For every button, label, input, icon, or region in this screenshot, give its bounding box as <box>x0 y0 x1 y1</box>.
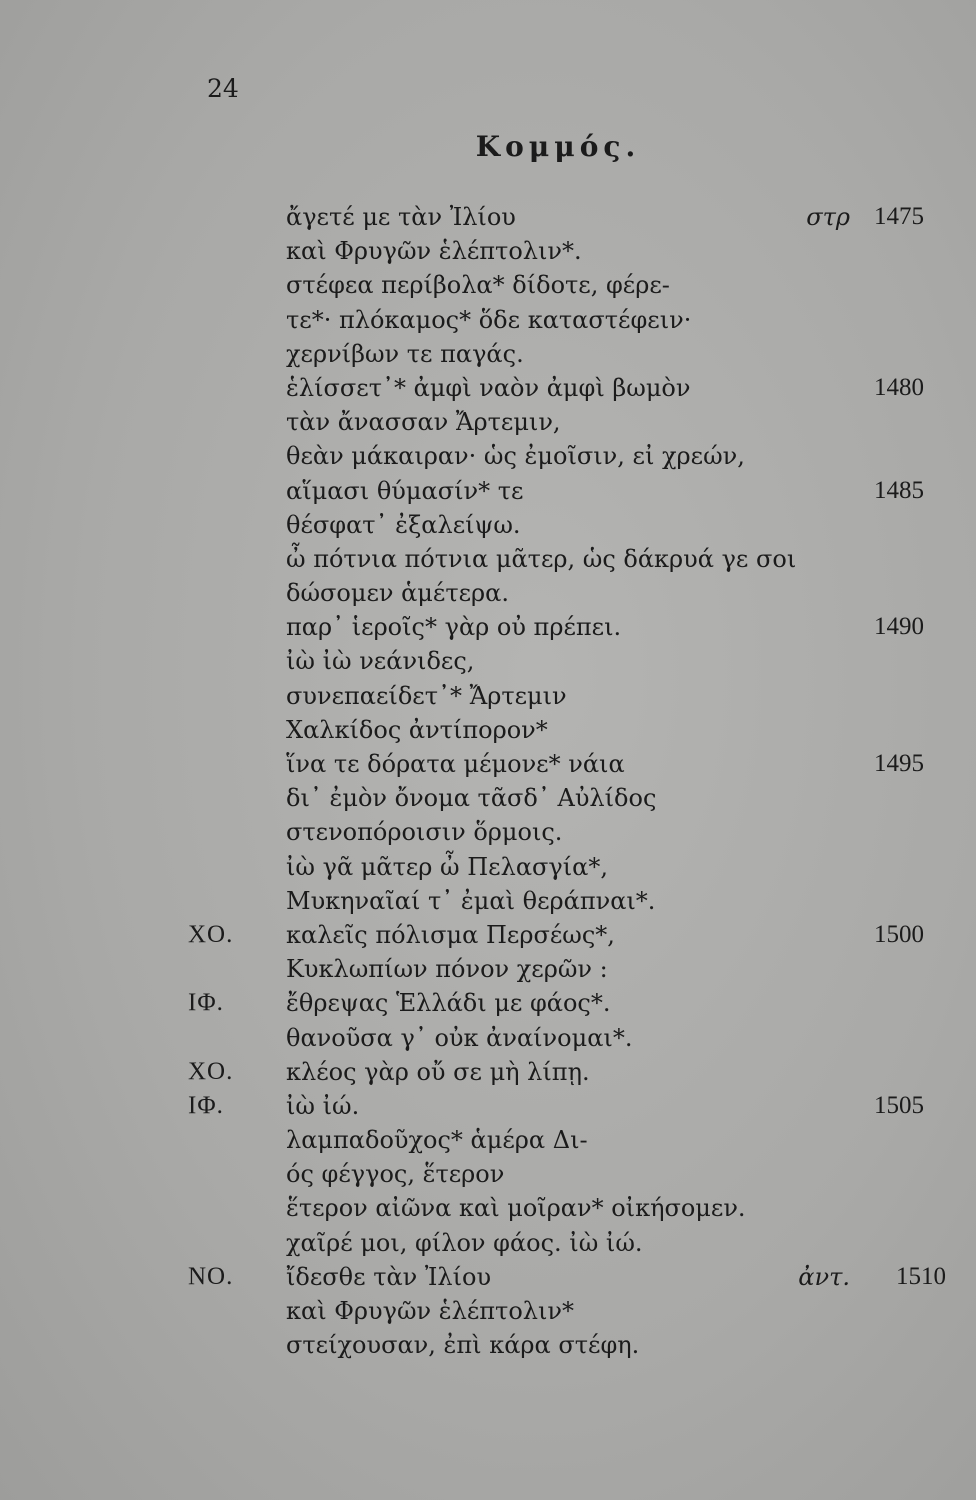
verse-text: στείχουσαν, ἐπὶ κάρα στέφη. <box>286 1331 640 1360</box>
verse-text: κλέος γὰρ οὔ σε μὴ λίπῃ. <box>286 1057 590 1086</box>
verse-line <box>0 1294 976 1328</box>
verse-line <box>0 337 976 371</box>
speaker-label: ΝΟ. <box>188 1262 234 1290</box>
verse-text: χερνίβων τε παγάς. <box>286 339 524 368</box>
verse-text: παρ᾽ ἱεροῖς* γὰρ οὐ πρέπει. <box>286 613 622 642</box>
verse-line <box>0 781 976 815</box>
verse-line <box>0 644 976 678</box>
verse-text: τε*· πλόκαμος* ὅδε καταστέφειν· <box>286 305 692 334</box>
verse-text: ἕτερον αἰῶνα καὶ μοῖραν* οἰκήσομεν. <box>286 1194 746 1223</box>
verse-text: αἵμασι θύμασίν* τε <box>286 476 524 505</box>
verse-text: δι᾽ ἐμὸν ὄνομα τᾶσδ᾽ Αὐλίδος <box>286 784 657 813</box>
verse-text: θεὰν μάκαιραν· ὡς ἐμοῖσιν, εἰ χρεών, <box>286 442 745 471</box>
verse-text: ἔθρεψας Ἑλλάδι με φάος*. <box>286 989 611 1018</box>
verse-line <box>0 815 976 849</box>
verse-text: χαῖρέ μοι, φίλον φάος. ἰὼ ἰώ. <box>286 1228 643 1257</box>
strophe-marker: ἀντ. <box>798 1262 850 1291</box>
verse-lines <box>0 200 976 1362</box>
verse-line <box>0 474 976 508</box>
line-number: 1500 <box>874 920 924 948</box>
verse-text: καὶ Φρυγῶν ἑλέπτολιν* <box>286 1297 574 1325</box>
verse-line <box>0 747 976 781</box>
verse-text: λαμπαδοῦχος* ἁμέρα Δι- <box>286 1126 588 1155</box>
verse-line <box>0 986 976 1020</box>
verse-line <box>0 200 976 234</box>
verse-text: ός φέγγος, ἕτερον <box>286 1160 505 1189</box>
verse-text: ἵνα τε δόρατα μέμονε* νάια <box>286 750 625 778</box>
verse-text: ἄγετέ με τὰν Ἰλίου <box>286 203 516 231</box>
verse-text: δώσομεν ἁμέτερα. <box>286 579 509 608</box>
verse-text: θανοῦσα γ᾽ οὐκ ἀναίνομαι*. <box>286 1023 633 1052</box>
verse-line <box>0 1226 976 1260</box>
verse-text: στέφεα περίβολα* δίδοτε, φέρε- <box>286 271 670 300</box>
verse-line <box>0 952 976 986</box>
verse-line <box>0 713 976 747</box>
line-number: 1505 <box>874 1091 924 1119</box>
verse-line <box>0 1089 976 1123</box>
verse-line <box>0 439 976 473</box>
line-number: 1510 <box>896 1262 946 1290</box>
speaker-label: ΙΦ. <box>188 989 224 1017</box>
verse-line <box>0 884 976 918</box>
verse-line <box>0 918 976 952</box>
line-number: 1490 <box>874 613 924 641</box>
verse-text: ἑλίσσετ᾽* ἀμφὶ ναὸν ἀμφὶ βωμὸν <box>286 373 691 402</box>
verse-line <box>0 303 976 337</box>
verse-line <box>0 405 976 439</box>
verse-text: ὦ πότνια πότνια μᾶτερ, ὡς δάκρυά γε σοι <box>286 544 797 573</box>
speaker-label: ΧΟ. <box>188 920 234 948</box>
verse-line <box>0 1157 976 1191</box>
verse-text: Μυκηναῖαί τ᾽ ἐμαὶ θεράπναι*. <box>286 886 656 915</box>
verse-line <box>0 1021 976 1055</box>
line-number: 1475 <box>874 203 924 230</box>
verse-text: στενοπόροισιν ὅρμοις. <box>286 818 563 847</box>
verse-line <box>0 1328 976 1362</box>
verse-text: συνεπαείδετ᾽* Ἄρτεμιν <box>286 681 567 710</box>
verse-text: Κυκλωπίων πόνον χερῶν : <box>286 955 608 984</box>
verse-line <box>0 1123 976 1157</box>
verse-line <box>0 610 976 644</box>
verse-line <box>0 679 976 713</box>
verse-line <box>0 508 976 542</box>
verse-text: ἰὼ ἰώ. <box>286 1091 360 1120</box>
speaker-label: ΧΟ. <box>188 1057 234 1085</box>
line-number: 1495 <box>874 750 924 777</box>
line-number: 1480 <box>874 373 924 401</box>
verse-line <box>0 268 976 302</box>
verse-line <box>0 542 976 576</box>
verse-text: ἰὼ ἰὼ νεάνιδες, <box>286 647 475 676</box>
verse-line <box>0 1260 976 1294</box>
verse-line <box>0 850 976 884</box>
verse-text: θέσφατ᾽ ἐξαλείψω. <box>286 510 521 539</box>
verse-line <box>0 1055 976 1089</box>
verse-text: ἰὼ γᾶ μᾶτερ ὦ Πελασγία*, <box>286 852 608 881</box>
verse-text: καὶ Φρυγῶν ἑλέπτολιν*. <box>286 237 582 266</box>
verse-text: ἴδεσθε τὰν Ἰλίου <box>286 1262 492 1291</box>
section-heading: Κομμός. <box>475 130 641 163</box>
line-number: 1485 <box>874 476 924 504</box>
verse-line <box>0 371 976 405</box>
strophe-marker: στρ <box>806 203 850 231</box>
speaker-label: ΙΦ. <box>188 1091 224 1119</box>
verse-line <box>0 234 976 268</box>
verse-line <box>0 1191 976 1225</box>
verse-text: καλεῖς πόλισμα Περσέως*, <box>286 920 615 949</box>
verse-text: τὰν ἄνασσαν Ἄρτεμιν, <box>286 408 561 437</box>
verse-text: Χαλκίδος ἀντίπορον* <box>286 715 548 744</box>
page-number: 24 <box>207 74 239 103</box>
verse-line <box>0 576 976 610</box>
